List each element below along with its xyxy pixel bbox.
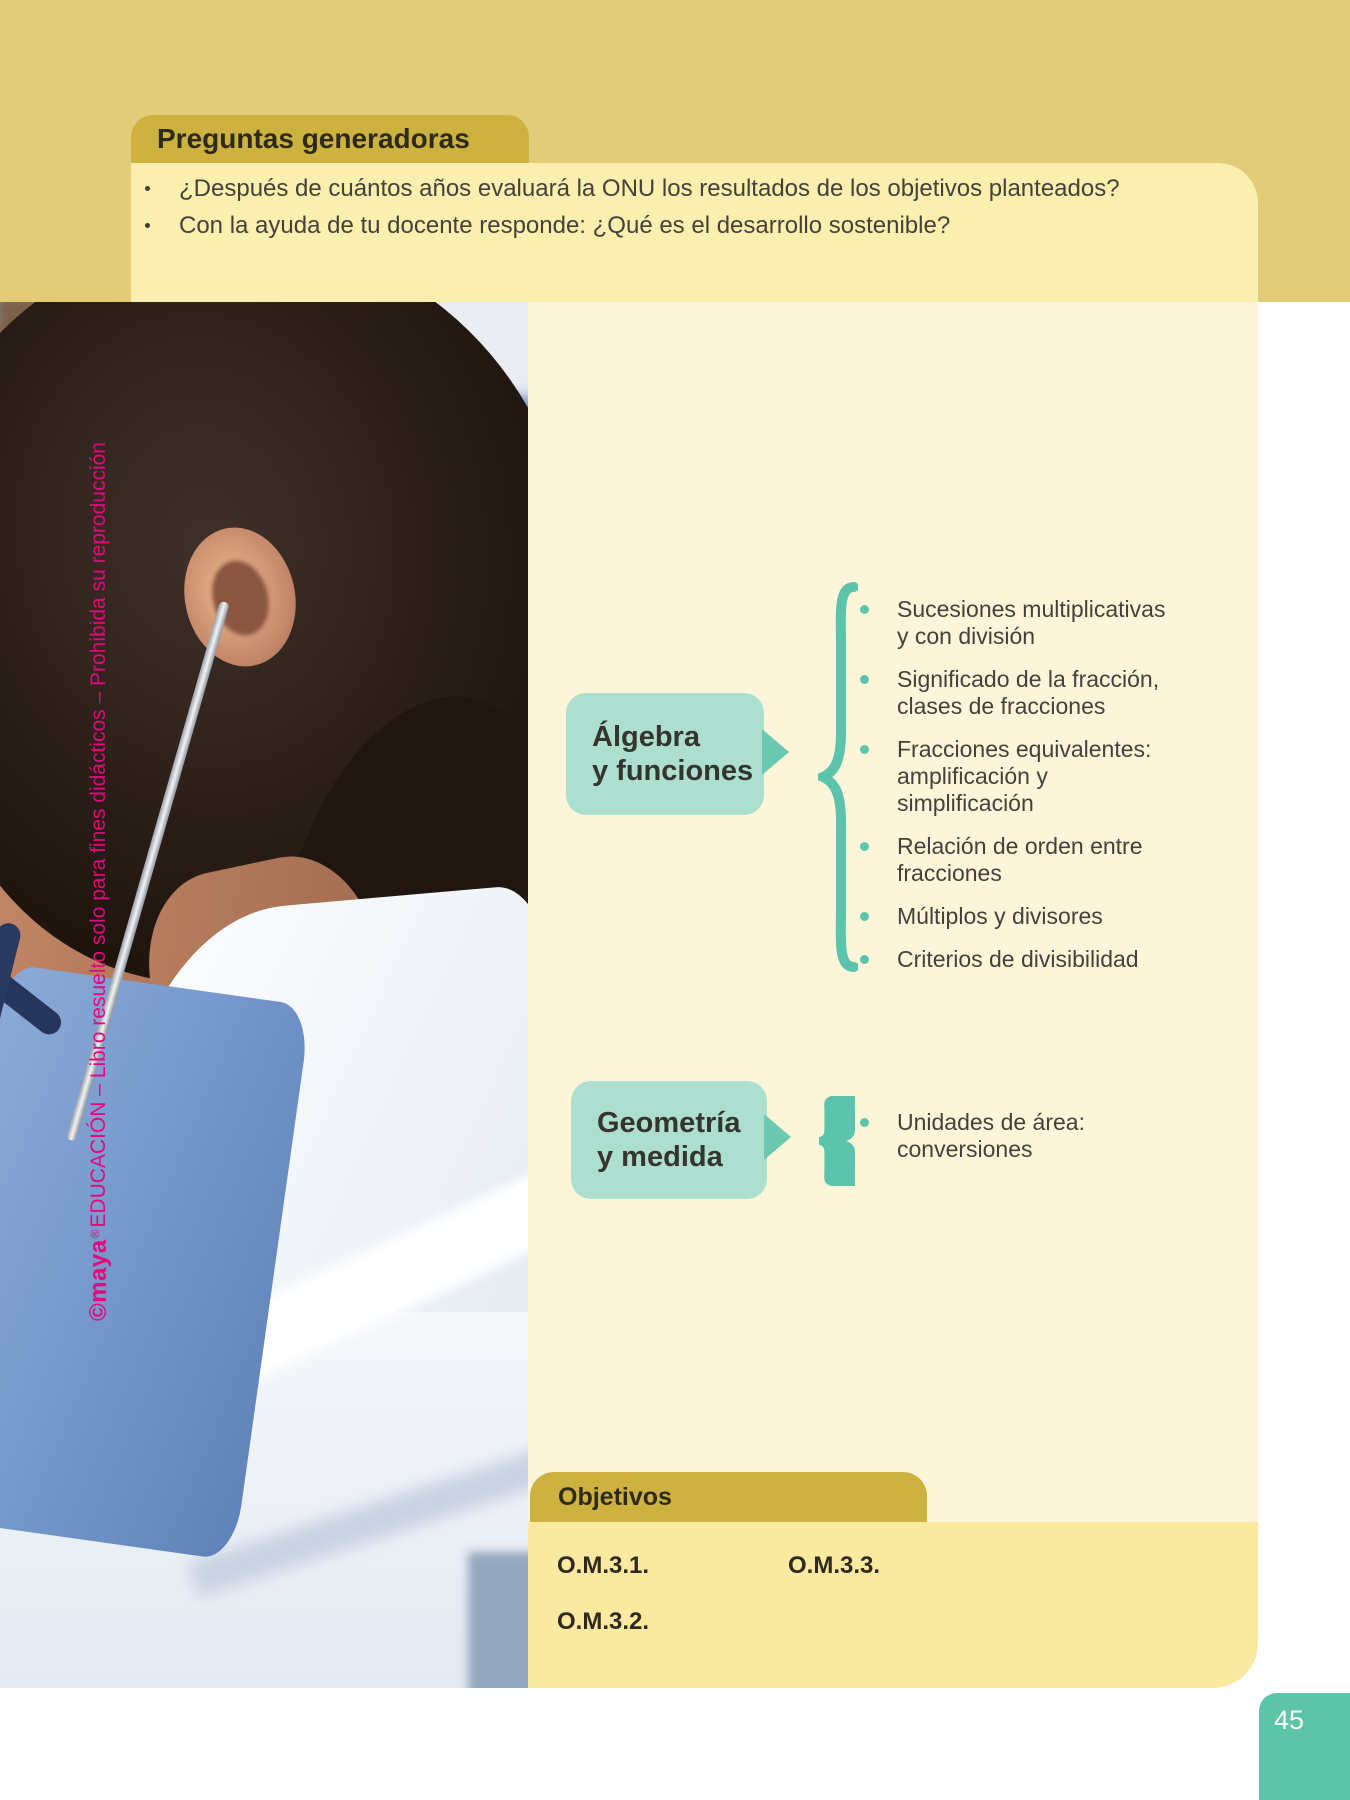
geometria-label-line1: Geometría (597, 1106, 741, 1139)
copyright-watermark (84, 442, 114, 1321)
objective-code: O.M.3.1. (557, 1552, 650, 1579)
arrow-right-icon (762, 729, 789, 775)
topic-item: Criterios de divisibilidad (850, 946, 1172, 973)
topic-item: Significado de la fracción, clases de fracciones (850, 666, 1172, 720)
registered-mark: ® (88, 1229, 102, 1239)
topic-item: Unidades de área: conversiones (850, 1109, 1102, 1163)
algebra-funciones-box (566, 693, 764, 815)
geometria-topics-list (850, 1109, 1102, 1179)
topic-item: Relación de orden entre fracciones (850, 833, 1172, 887)
publisher-logo: ©maya (85, 1239, 112, 1321)
topic-item: Fracciones equivalentes: amplificación y simplificación (850, 736, 1172, 817)
preguntas-generadoras-tab (131, 115, 529, 163)
objective-code: O.M.3.2. (557, 1608, 650, 1635)
page-number-box (1259, 1693, 1350, 1800)
topic-item: Múltiplos y divisores (850, 903, 1172, 930)
geometria-label-line2: y medida (597, 1141, 723, 1173)
algebra-label-line2: y funciones (592, 755, 754, 787)
page-number: 45 (1274, 1705, 1305, 1735)
doctor-stethoscope-photo (0, 302, 528, 1688)
topic-item: Sucesiones multiplicativas y con división (850, 596, 1172, 650)
arrow-right-icon (764, 1114, 791, 1160)
algebra-label-line1: Álgebra (592, 720, 700, 753)
preguntas-title: Preguntas generadoras (157, 123, 470, 154)
algebra-topics-list (850, 596, 1172, 989)
objective-code: O.M.3.3. (788, 1552, 881, 1579)
copyright-text: EDUCACIÓN – Libro resuelto solo para fines didácticos – Prohibida su reproducción (87, 442, 110, 1228)
objetivos-tab (530, 1472, 927, 1522)
geometria-medida-box (571, 1081, 767, 1199)
question-item: Con la ayuda de tu docente responde: ¿Qué es el desarrollo sostenible? (133, 207, 1133, 244)
objetivos-title: Objetivos (558, 1482, 672, 1511)
objetivos-panel (528, 1522, 1258, 1688)
photo-background-object (468, 1552, 528, 1688)
question-item: ¿Después de cuántos años evaluará la ONU los resultados de los objetivos planteados? (133, 170, 1133, 207)
questions-list (133, 170, 1133, 244)
